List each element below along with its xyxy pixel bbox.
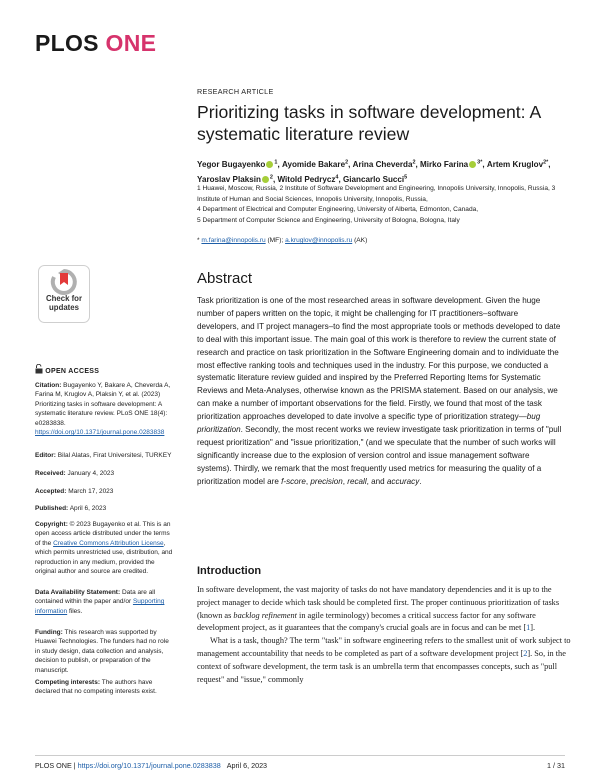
doi-link[interactable]: https://doi.org/10.1371/journal.pone.0283838 (35, 429, 165, 437)
funding-block: Funding: This research was supported by Huawei Technologies. The funders had no role in study design, data collection and analysis, decision to publish, or preparation of the manuscript. (35, 629, 169, 674)
email-link[interactable]: a.kruglov@innopolis.ru (285, 237, 353, 244)
affiliation-line: 1 Huawei, Moscow, Russia, 2 Institute of Software Development and Engineering, Innopolis University, Innopolis, Russia, 3 Institute of Human and Social Sciences, Innopolis University, Innopolis, Russia, (197, 185, 556, 203)
corresponding-authors: * m.farina@innopolis.ru (MF); a.kruglov@innopolis.ru (AK) (197, 237, 368, 244)
email-link[interactable]: m.farina@innopolis.ru (201, 237, 266, 244)
author-list (197, 156, 577, 186)
competing-interests-block: Competing interests: The authors have declared that no competing interests exist. (35, 679, 157, 696)
affiliations (197, 184, 577, 226)
paragraph: In software development, the vast majority of tasks do not have mandatory dependencies and it is up to the project manager to decide which task should be completed first. The proper continuous prioritization of tasks (known as backlog refinement in agile terminology) becomes a critical success factor for any software development project, as it guarantees that the company's crucial goals are in focus and can be met [1]. (197, 585, 560, 633)
logo-one: ONE (105, 30, 157, 56)
copyright-block: Copyright: © 2023 Bugayenko et al. This is an open access article distributed under the terms of the Creative Commons Attribution License, which permits unrestricted use, distribution, and reproduction in any medium, provided the original author and source are credited. (35, 521, 173, 576)
orcid-icon[interactable] (262, 176, 269, 183)
citation-link[interactable]: 1 (526, 623, 531, 633)
article-title: Prioritizing tasks in software development: A systematic literature review (197, 102, 541, 144)
abstract-text: Task prioritization is one of the most researched areas in software development. Given the huge number of papers written on the topic, it might be challenging for IT practitioners–software developers, and IT project managers–to find the most appropriate tools or methods developed to date to deal with this important issue. The main goal of this work is therefore to review the current state of research and practice on task prioritization in the Software Engineering domain and to individuate the most effective ranking tools and techniques used in the industry. For this purpose, we conducted a systematic literature review guided and inspired by the Preferred Reporting Items for Systematic Reviews and Meta-Analyses, otherwise known as the PRISMA statement. Based on our analysis, we can make a number of important observations for the field. Firstly, we found that most of the task prioritization approaches developed to date involve a specific type of prioritization strategy—bug prioritization. Secondly, the most recent works we review investigate task prioritization in terms of "pull request prioritization" and "issue prioritization," (and we speculate that the number of such works will significantly increase due to the explosion of version control and issue management software systems). Thirdly, we remark that the most frequently used metrics for measuring the quality of a prioritization model are f-score, precision, recall, and accuracy. (197, 296, 562, 486)
author[interactable]: Yaroslav Plaksin $^2$, (197, 174, 278, 184)
citation-link[interactable]: 2 (523, 648, 528, 658)
author[interactable]: Ayomide Bakare$^2$, (281, 159, 353, 169)
footer-divider (35, 755, 565, 756)
supporting-info-link[interactable]: Supporting information (35, 598, 165, 615)
check-for-updates-label[interactable]: Check for updates (46, 294, 82, 312)
open-access-badge: OPEN ACCESS (35, 364, 99, 375)
citation-block: Citation: Bugayenko Y, Bakare A, Cheverda A, Farina M, Kruglov A, Plaksin Y, et al. (2023) Prioritizing tasks in software development: A systematic literature review. PLoS ONE 18(4): e0283838. https://doi.org/10.1371/journal.pone.0283838 (35, 382, 171, 437)
introduction-text (197, 584, 571, 686)
author[interactable]: Giancarlo Succi$^5$ (342, 174, 408, 184)
journal-logo (35, 30, 156, 57)
author[interactable]: Arina Cheverda$^2$, (352, 159, 421, 169)
received-block: Received: January 4, 2023 (35, 470, 115, 477)
orcid-icon[interactable] (266, 161, 273, 168)
editor-block: Editor: Bilal Alatas, Firat Universitesi, TURKEY (35, 452, 172, 459)
accepted-block: Accepted: March 17, 2023 (35, 488, 114, 495)
affiliation-line: 4 Department of Electrical and Computer Engineering, University of Alberta, Edmonton, Canada, (197, 206, 479, 214)
introduction-heading: Introduction (197, 565, 262, 577)
affiliation-line: 5 Department of Computer Science and Engineering, University of Bologna, Bologna, Italy (197, 216, 460, 224)
page-number: 1 / 31 (547, 761, 565, 770)
data-availability-block: Data Availability Statement: Data are all contained within the paper and/or Supporting information files. (35, 589, 165, 615)
author[interactable]: Mirko Farina $^{3*}$, (420, 159, 487, 169)
published-block: Published: April 6, 2023 (35, 505, 107, 512)
orcid-icon[interactable] (469, 161, 476, 168)
author[interactable]: Yegor Bugayenko $^1$, (197, 159, 282, 169)
abstract-heading: Abstract (197, 270, 253, 287)
author[interactable]: Witold Pedrycz$^4$, (277, 174, 343, 184)
footer-doi-link[interactable]: https://doi.org/10.1371/journal.pone.0283838 (77, 761, 221, 770)
logo-plos: PLOS (35, 30, 99, 56)
author[interactable]: Artem Kruglov$^{2*}$, (486, 159, 551, 169)
license-link[interactable]: Creative Commons Attribution License (53, 539, 164, 547)
open-lock-icon (35, 364, 43, 374)
page-footer: PLOS ONE | https://doi.org/10.1371/journal.pone.0283838 April 6, 2023 (35, 761, 268, 770)
article-type: RESEARCH ARTICLE (197, 87, 274, 96)
paragraph: What is a task, though? The term "task" in software engineering refers to the smallest unit of work subject to management accountability that needs to be completed as part of a software development project [2]. So, in the context of software development, the term task is an umbrella term that encompasses concepts, such as "pull request" and "issue," commonly (197, 636, 571, 684)
